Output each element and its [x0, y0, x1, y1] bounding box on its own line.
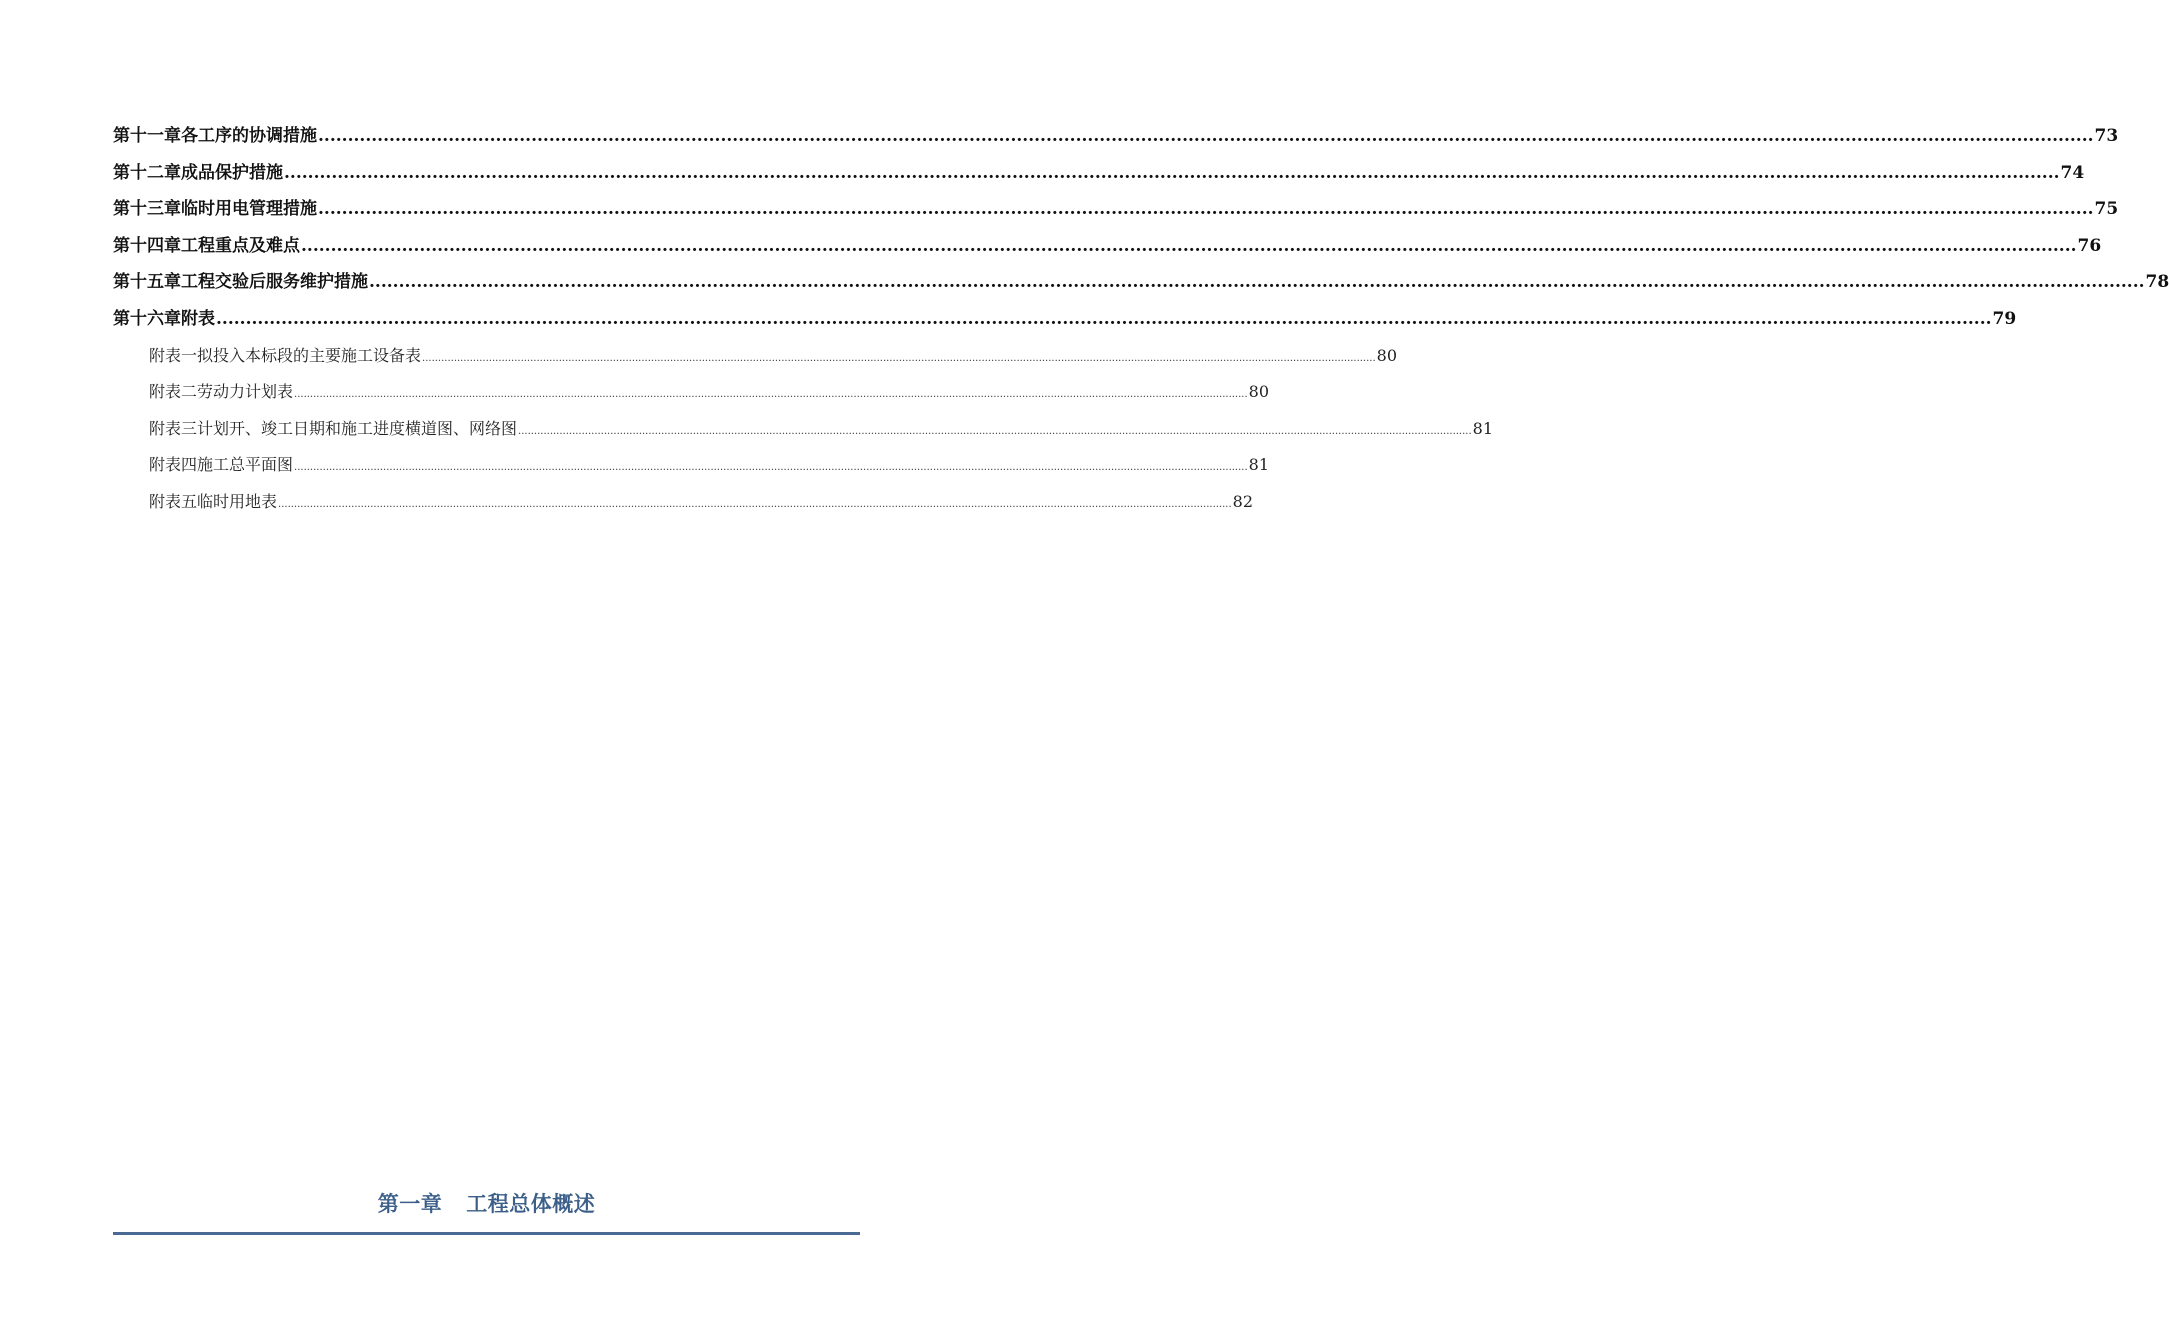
toc-chapter-15[interactable]: [113, 264, 2169, 301]
dot-leader: ............................................................................................................................................................................................................................................................................................................: [369, 272, 2145, 293]
dot-leader: ............................................................................................................................................................................................................................................................................................................: [216, 308, 1992, 329]
heading-underline: [113, 1232, 860, 1235]
page-number: 76: [2077, 235, 2102, 256]
toc-chapter-11[interactable]: [113, 118, 2119, 155]
appendix-number: 附表二: [149, 382, 198, 402]
chapter-number: 第十三章: [113, 199, 181, 220]
appendix-title: 施工总平面图: [197, 455, 294, 475]
chapter-heading-title: 工程总体概述: [466, 1191, 596, 1216]
page-number: 81: [1248, 455, 1270, 475]
chapter-number: 第十一章: [113, 126, 181, 146]
appendix-title: 计划开、竣工日期和施工进度横道图、网络图: [197, 418, 518, 438]
chapter-heading-number: 第一章: [377, 1191, 443, 1216]
dot-leader: ............................................................................................................................................................................................................................................................................................................: [301, 235, 2077, 256]
dot-leader: ............................................................................................................................................................................................................................................................................................................: [278, 498, 1232, 510]
chapter-title: 工程重点及难点: [181, 235, 300, 256]
toc-appendix-1[interactable]: [113, 338, 1398, 375]
chapter-number: 第十六章: [113, 308, 181, 329]
page-number: 75: [2094, 199, 2119, 220]
page-number: 82: [1232, 491, 1254, 511]
chapter-title: 各工序的协调措施: [181, 126, 317, 146]
page-number: 81: [1472, 418, 1494, 438]
chapter-title: 工程交验后服务维护措施: [181, 272, 368, 293]
toc-chapter-12[interactable]: [113, 155, 2085, 192]
appendix-number: 附表三: [149, 418, 198, 438]
chapter-heading: [113, 1188, 860, 1218]
page-number: 74: [2060, 162, 2085, 183]
page-number: 80: [1248, 382, 1270, 402]
page-number: 78: [2145, 272, 2169, 293]
page-number: 80: [1376, 345, 1398, 365]
chapter-number: 第十五章: [113, 272, 181, 293]
toc-appendix-5[interactable]: [113, 484, 1254, 521]
table-of-contents: [113, 118, 2169, 521]
dot-leader: ............................................................................................................................................................................................................................................................................................................: [518, 425, 1472, 437]
dot-leader: ............................................................................................................................................................................................................................................................................................................: [318, 126, 2094, 146]
chapter-number: 第十四章: [113, 235, 181, 256]
toc-appendix-2[interactable]: [113, 374, 1270, 411]
appendix-number: 附表一: [149, 345, 198, 365]
toc-chapter-14[interactable]: [113, 228, 2102, 265]
chapter-number: 第十二章: [113, 162, 181, 183]
appendix-title: 拟投入本标段的主要施工设备表: [197, 345, 422, 365]
chapter-title: 附表: [181, 308, 215, 329]
chapter-title: 临时用电管理措施: [181, 199, 317, 220]
dot-leader: ............................................................................................................................................................................................................................................................................................................: [284, 162, 2060, 183]
toc-chapter-16[interactable]: [113, 301, 2017, 338]
page-number: 73: [2094, 126, 2119, 146]
page-number: 79: [1992, 308, 2017, 329]
appendix-title: 劳动力计划表: [197, 382, 294, 402]
appendix-number: 附表五: [149, 491, 198, 511]
dot-leader: ............................................................................................................................................................................................................................................................................................................: [422, 352, 1376, 364]
dot-leader: ............................................................................................................................................................................................................................................................................................................: [318, 199, 2094, 220]
dot-leader: ............................................................................................................................................................................................................................................................................................................: [294, 389, 1248, 401]
appendix-number: 附表四: [149, 455, 198, 475]
toc-appendix-4[interactable]: [113, 447, 1270, 484]
toc-chapter-13[interactable]: [113, 191, 2119, 228]
appendix-title: 临时用地表: [197, 491, 278, 511]
toc-appendix-3[interactable]: [113, 411, 1494, 448]
dot-leader: ............................................................................................................................................................................................................................................................................................................: [294, 462, 1248, 474]
chapter-title: 成品保护措施: [181, 162, 283, 183]
